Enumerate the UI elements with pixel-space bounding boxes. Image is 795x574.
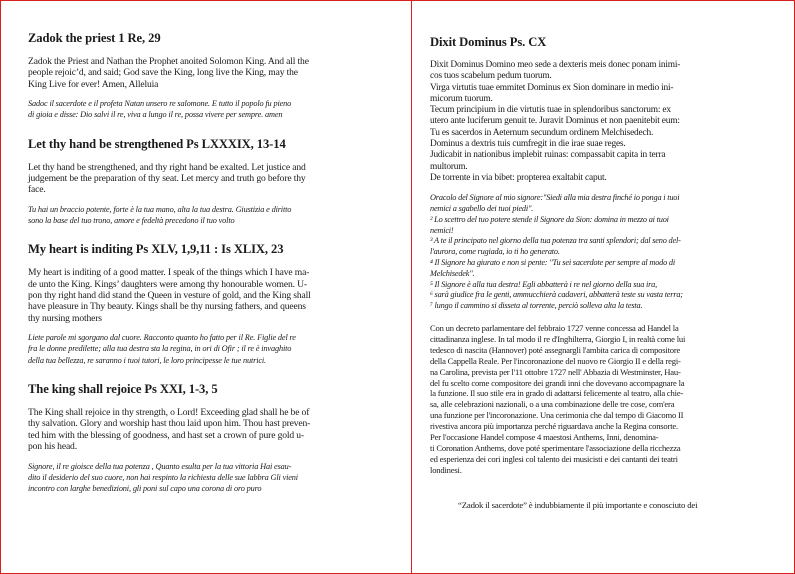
text-line: have pleasure in Thy beauty. Kings shall be thy nursing fathers, and queens <box>28 301 306 313</box>
section-title: Zadok the priest 1 Re, 29 <box>28 31 161 45</box>
text-line: Liete parole mi sgorgano dal cuore. Racconto quanto ho fatto per il Re. Figlie del re <box>28 333 296 343</box>
text-line: cittadinanza inglese. In tal modo il re d'Inghilterra, Giorgio I, in realtà come lui <box>430 333 686 344</box>
closing-line: “Zadok il sacerdote” è indubbiamente il più importante e conosciuto dei <box>458 499 698 510</box>
text-line: ⁴ Il Signore ha giurato e non si pente: "Tu sei sacerdote per sempre al modo di <box>430 258 675 268</box>
latin-text <box>430 60 775 184</box>
text-line: dito il desiderio del suo cuore, non hai respinto la richiesta delle sue labbra Gli vieni <box>28 472 298 482</box>
text-line: ted him with the blessing of goodness, and hast set a crown of pure gold u- <box>28 429 304 441</box>
text-line: Dixit Dominus Domino meo sede a dexteris meis donec ponam inimi- <box>430 60 681 70</box>
text-line: The King shall rejoice in thy strength, o Lord! Exceeding glad shall he be of <box>28 406 310 418</box>
text-line: King Live for ever! Amen, Alleluia <box>28 78 159 90</box>
text-line: tedesco di nascita (Hannover) poté assegnargli l'ambita carica di compositore <box>430 344 681 355</box>
italian-translation <box>28 204 380 226</box>
left-column <box>28 31 380 494</box>
section-king-shall-rejoice <box>28 382 380 494</box>
text-line: una funzione per l'incoronazione. Una cerimonia che dal tempo di Giacomo II <box>430 410 684 421</box>
text-line: della tua bellezza, re saranno i tuoi tutori, le loro principesse le tue nutrici. <box>28 355 266 365</box>
text-line: thy nursing mothers <box>28 312 102 324</box>
section-title: My heart is inditing Ps XLV, 1,9,11 : Is XLIX, 23 <box>28 242 284 257</box>
text-line: My heart is inditing of a good matter. I speak of the things which I have ma- <box>28 267 310 279</box>
italian-translation <box>28 461 380 495</box>
text-line: rivestiva ancora più importanza perché riguardava anche la Regina consorte. <box>430 421 678 432</box>
text-line: ² Lo scettro del tuo potere stende il Signore da Sion: domina in mezzo ai tuoi <box>430 214 669 224</box>
text-line: di gioia e disse: Dio salvi il re, viva a lungo il re, possa vivere per sempre. amen <box>28 110 283 120</box>
text-line: Tecum principium in die virtutis tuae in splendoribus sanctorum: ex <box>430 105 671 116</box>
text-line: Judicabit in nationibus implebit ruinas: compassabit capita in terra <box>430 150 666 161</box>
text-line: pon thy right hand did stand the Queen in vesture of gold, and the King shall <box>28 290 311 302</box>
section-zadok <box>28 31 380 121</box>
text-line: De torrente in via bibet: propterea exaltabit caput. <box>430 172 607 183</box>
italian-translation <box>28 332 380 366</box>
text-line: ti Coronation Anthems, dove poté sperimentare l'associazione della ricchezza <box>430 443 681 453</box>
english-text <box>28 162 380 196</box>
text-line: ed esperienza dei cori inglesi col talento dei musicisti e dei cantanti dei teatri <box>430 453 678 464</box>
text-line: ⁵ Il Signore è alla tua destra! Egli abbatterà i re nel giorno della sua ira, <box>430 279 658 289</box>
text-line: londinesi. <box>430 464 462 475</box>
text-line: micorum tuorum. <box>430 93 493 104</box>
text-line: Signore, il re gioisce della tua potenza , Quanto esulta per la tua vittoria Hai esau- <box>28 461 292 471</box>
english-text <box>28 56 380 90</box>
text-line: utero ante luciferum genuit te. Juravit Dominus et non paenitebit eum: <box>430 116 680 127</box>
text-line: la funzione. Il suo stile era in grado di adattarsi felicemente al teatro, alla chie- <box>430 388 684 399</box>
text-line: Dominus a dextris tuis cumfregit in die irae suae reges. <box>430 139 626 150</box>
text-line: Virga virtutis tuae emmitet Dominus ex Sion dominare in medio ini- <box>430 82 674 93</box>
text-line: Con un decreto parlamentare del febbraio 1727 venne concessa ad Handel la <box>430 323 679 334</box>
text-line: nemici a sgabello dei tuoi piedi". <box>430 204 534 214</box>
section-let-thy-hand <box>28 137 380 227</box>
right-column <box>430 35 775 511</box>
text-line: Let thy hand be strengthened, and thy right hand be exalted. Let justice and <box>28 161 306 173</box>
text-line: Tu es sacerdos in Aeternum secundum ordinem Melchisedech. <box>430 127 654 138</box>
text-line: Oracolo del Signore al mio signore:"Siedi alla mia destra finché io ponga i tuoi <box>430 193 680 203</box>
section-title: Let thy hand be strengthened Ps LXXXIX, 13-14 <box>28 136 286 151</box>
text-line: nemici! <box>430 225 454 235</box>
text-line: incontro con larghe benedizioni, gli poni sul capo una corona di oro puro <box>28 483 262 493</box>
italian-translation <box>28 98 380 120</box>
italian-translation <box>430 193 775 312</box>
text-line: Zadok the Priest and Nathan the Prophet anoited Solomon King. And all the <box>28 56 309 67</box>
english-text <box>28 407 380 453</box>
text-line: cos tuos scabelum pedum tuorum. <box>430 71 552 82</box>
text-line: ⁶ sarà giudice fra le genti, ammucchierà cadaveri, abbatterà teste su vasta terra; <box>430 290 683 300</box>
column-divider <box>411 0 412 574</box>
text-line: della Cappella Reale. Per l'incoronazione del nuovo re Giorgio II e della regi- <box>430 355 681 366</box>
text-line: Per l'occasione Handel compose 4 maestosi Anthems, Inni, denomina- <box>430 432 659 443</box>
text-line: del fu scelto come compositore dei grandi inni che dovevano accompagnare la <box>430 377 685 388</box>
section-my-heart <box>28 242 380 366</box>
text-line: sono la base del tuo trono, amore e fedeltà precedono il tuo volto <box>28 216 235 226</box>
text-line: Tu hai un braccio potente, forte è la tua mano, alta la tua destra. Giustizia e diritto <box>28 204 292 214</box>
section-title: The king shall rejoice Ps XXI, 1-3, 5 <box>28 381 218 396</box>
text-line: face. <box>28 184 46 196</box>
text-line: people rejoic’d, and said; God save the King, long live the King, may the <box>28 67 298 79</box>
text-line: thy salvation. Glory and worship hast thou laid upon him. Thou hast preven- <box>28 418 311 430</box>
text-line: Sadoc il sacerdote e il profeta Natan unsero re salomone. E tutto il popolo fu pieno <box>28 99 292 109</box>
text-line: Melchisedek". <box>430 268 475 278</box>
text-line: multorum. <box>430 161 468 172</box>
text-line: ⁷ lungo il cammino si disseta al torrente, perciò solleva alta la testa. <box>430 301 643 311</box>
section-title: Dixit Dominus Ps. CX <box>430 35 547 49</box>
text-line: ³ A te il principato nel giorno della tua potenza tra santi splendori; dal seno del- <box>430 236 681 246</box>
text-line: judgement be the preparation of thy seat. Let mercy and truth go before thy <box>28 173 306 185</box>
english-text <box>28 267 380 324</box>
text-line: na Carolina, prevista per l'11 ottobre 1727 nell' Abbazia di Westminster, Hau- <box>430 366 681 377</box>
text-line: de unto the King. Kings’ daughters were among thy honourable women. U- <box>28 278 307 290</box>
text-line: pon his head. <box>28 441 77 453</box>
text-line: fra le donne predilette; alla tua destra sta la regina, in ori di Ofir ; il re è invaghito <box>28 344 292 354</box>
history-paragraph <box>430 323 775 476</box>
text-line: l'aurora, come rugiada, io ti ho generato. <box>430 247 560 257</box>
text-line: sa, alle celebrazioni nazionali, o a una combinazione delle tre cose, com'era <box>430 399 675 410</box>
